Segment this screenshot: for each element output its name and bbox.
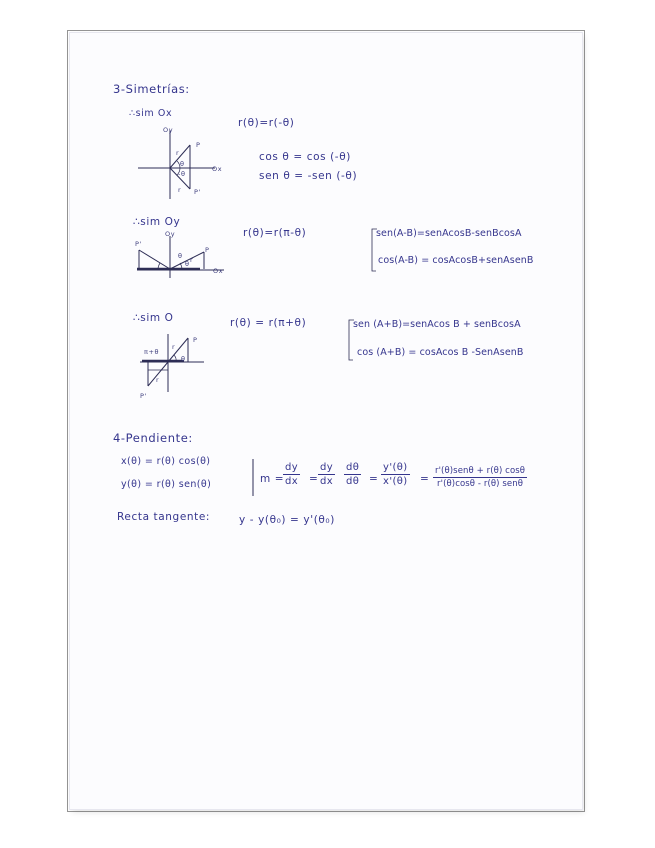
sim-ox-rule: r(θ)=r(-θ) — [238, 117, 295, 129]
sim-origin-p-label: P — [193, 336, 198, 344]
sim-ox-label: ∴sim Ox — [129, 108, 173, 119]
frac-dtheta — [344, 462, 361, 487]
sim-origin-p-prime-label: P' — [140, 392, 147, 400]
frac-dy-dx — [283, 462, 300, 487]
x-parametric-eq: x(θ) = r(θ) cos(θ) — [121, 456, 211, 467]
sim-ox-p-label: P — [196, 141, 201, 149]
sim-origin-identity-cos: cos (A+B) = cosAcos B -SenAsenB — [357, 347, 524, 358]
sim-oy-p-label: P — [205, 246, 210, 254]
frac-final-den: r'(θ)cosθ - r(θ) senθ — [437, 479, 524, 489]
sim-ox-theta: θ — [180, 160, 185, 168]
frac-y-prime-num: y'(θ) — [383, 462, 408, 473]
frac-final-num: r'(θ)senθ + r(θ) cosθ — [435, 466, 526, 476]
sim-oy-r-label: r — [190, 256, 194, 264]
sim-ox-r-bottom: r — [178, 186, 182, 194]
equals-3: = — [420, 473, 430, 485]
sim-origin-r-top: r — [172, 343, 176, 351]
frac-dtheta-num: dθ — [346, 462, 360, 473]
sim-oy-theta-1: θ — [178, 252, 183, 260]
frac-dy-dx-2-num: dy — [320, 462, 334, 473]
sim-oy-label: ∴sim Oy — [133, 216, 181, 228]
sim-origin-pi-theta: π+θ — [144, 348, 160, 356]
ray-p-prime — [139, 250, 170, 269]
sim-oy-identity-cos: cos(A-B) = cosAcosB+senAsenB — [378, 255, 534, 266]
equals-1: = — [309, 473, 319, 485]
sim-origin-brace — [346, 317, 356, 363]
sim-oy-identity-sen: sen(A-B)=senAcosB-senBcosA — [376, 228, 522, 239]
param-separator — [250, 458, 256, 498]
y-parametric-eq: y(θ) = r(θ) sen(θ) — [121, 479, 212, 490]
frac-dy-dx-2-den: dx — [320, 476, 334, 487]
tangent-line-label: Recta tangente: — [117, 511, 211, 523]
section-3-title: 3-Simetrías: — [113, 82, 190, 96]
frac-dy-dx-den: dx — [285, 476, 299, 487]
sim-origin-rule: r(θ) = r(π+θ) — [230, 317, 307, 329]
sim-ox-neg-theta: -θ — [178, 170, 186, 178]
sim-oy-oy-label: Oy — [165, 230, 176, 238]
frac-x-prime-den: x'(θ) — [383, 476, 408, 487]
slope-m-label: m = — [260, 473, 285, 485]
equals-2: = — [369, 473, 379, 485]
sim-origin-theta: θ — [181, 355, 186, 363]
sim-ox-eq-sen: sen θ = -sen (-θ) — [259, 170, 358, 182]
sim-oy-brace — [369, 226, 379, 274]
sim-oy-p-prime-label: P' — [135, 240, 142, 248]
section-4-title: 4-Pendiente: — [113, 431, 193, 445]
sim-oy-ox-label: Ox — [213, 267, 224, 275]
sim-ox-eq-cos: cos θ = cos (-θ) — [259, 151, 351, 163]
sim-origin-label: ∴sim O — [133, 312, 174, 324]
sim-ox-ox-label: Ox — [212, 165, 223, 173]
sim-ox-p-prime-label: P' — [194, 188, 201, 196]
tangent-line-eq: y - y(θ₀) = y'(θ₀) — [239, 514, 335, 526]
frac-dy-dx-2 — [318, 462, 335, 487]
frac-y-prime-x-prime — [381, 462, 410, 487]
frac-dy-dx-num: dy — [285, 462, 299, 473]
sim-origin-identity-sen: sen (A+B)=senAcos B + senBcosA — [353, 319, 521, 330]
sim-ox-r-top: r — [176, 149, 180, 157]
sim-origin-r-bottom: r — [156, 376, 160, 384]
sim-oy-theta-2: θ — [185, 260, 190, 268]
sim-oy-rule: r(θ)=r(π-θ) — [243, 227, 307, 239]
sim-ox-oy-label: Oy — [163, 126, 174, 134]
frac-dtheta-den: dθ — [346, 476, 360, 487]
frac-final — [433, 466, 527, 489]
